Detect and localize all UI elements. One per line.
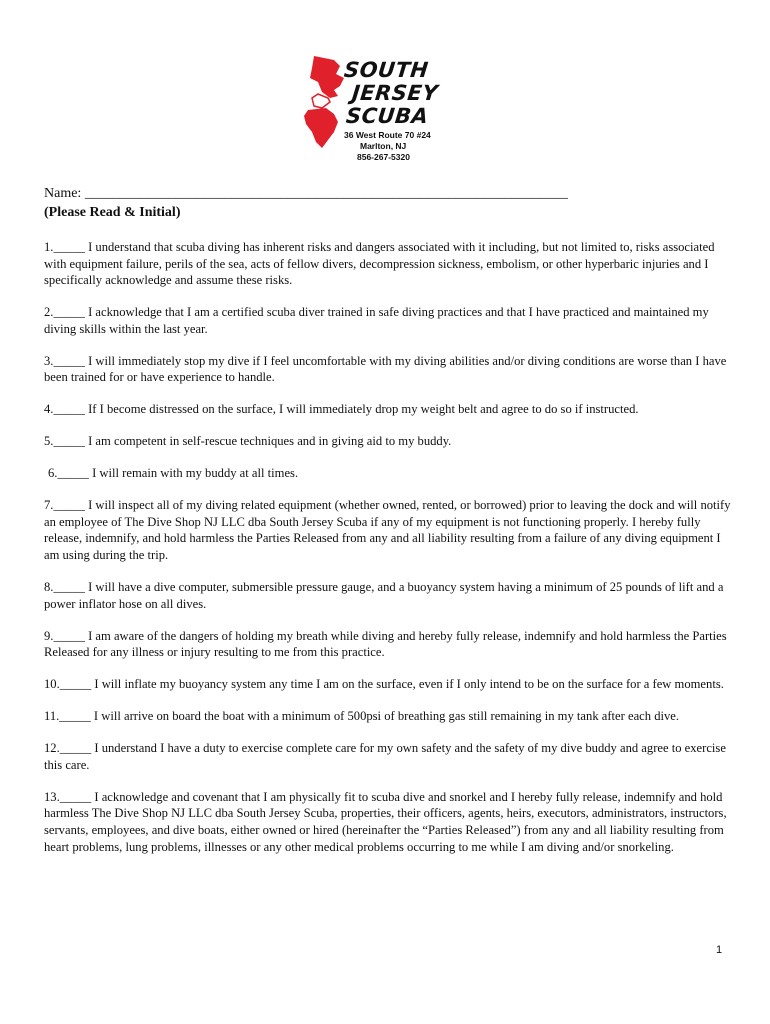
clause-10: 10._____ I will inflate my buoyancy system any time I am on the surface, even if I only intend to be on the surface for a few moments. — [44, 677, 724, 692]
clause-8: 8._____ I will have a dive computer, submersible pressure gauge, and a buoyancy system having a minimum of 25 pounds of lift and a power inflator hose on all dives. — [44, 580, 724, 611]
clause-7: 7._____ I will inspect all of my diving related equipment (whether owned, rented, or borrowed) prior to leaving the dock and will notify an employee of The Dive Shop NJ LLC dba South Jersey Scuba if any of my equipment is not functioning properly. I hereby fully release, indemnify, and hold harmless the Parties Released from any and all liability resulting from a failure of any diving equipment I am using during the trip. — [44, 498, 731, 563]
company-logo — [300, 52, 480, 168]
clause-5: 5._____ I am competent in self-rescue techniques and in giving aid to my buddy. — [44, 434, 452, 449]
clause-11: 11._____ I will arrive on board the boat with a minimum of 500psi of breathing gas still remaining in my tank after each dive. — [44, 709, 680, 724]
logo-word-scuba: SCUBA — [344, 104, 430, 128]
clause-4: 4._____ If I become distressed on the surface, I will immediately drop my weight belt and agree to do so if instructed. — [44, 402, 639, 417]
clause-1: 1._____ I understand that scuba diving has inherent risks and dangers associated with it including, but not limited to, risks associated with equipment failure, perils of the sea, acts of fellow divers, decompression sickness, embolism, or other hyperbaric injuries and I specifically acknowledge and assume these risks. — [44, 240, 715, 288]
clause-2: 2._____ I acknowledge that I am a certified scuba diver trained in safe diving practices and that I have practiced and maintained my diving skills within the last year. — [44, 305, 709, 336]
address-phone: 856-267-5320 — [357, 152, 410, 162]
logo-word-jersey: JERSEY — [350, 81, 440, 105]
clause-9: 9._____ I am aware of the dangers of holding my breath while diving and hereby fully release, indemnify and hold harmless the Parties Released for any illness or injury resulting to me from this practice. — [44, 628, 727, 660]
waiver-clauses — [44, 239, 734, 871]
name-field-line[interactable]: Name: _____________________________________________________________________ — [44, 186, 568, 201]
clause-3: 3._____ I will immediately stop my dive if I feel uncomfortable with my diving abilities and/or diving conditions are worse than I have been trained for or have experience to handle. — [44, 353, 727, 385]
clause-12: 12._____ I understand I have a duty to exercise complete care for my own safety and the safety of my dive buddy and agree to exercise this care. — [44, 741, 726, 772]
clause-13: 13._____ I acknowledge and covenant that I am physically fit to scuba dive and snorkel and I hereby fully release, indemnify and hold harmless The Dive Shop NJ LLC dba South Jersey Scuba, properties, their officers, agents, heirs, executors, administrators, instructors, servants, employees, and dive boats, either owned or hired (hereinafter the “Parties Released”) from any and all liability resulting from heart problems, lung problems, illnesses or any other medical problems occurring to me while I am diving and/or snorkeling. — [44, 789, 727, 854]
address-street: 36 West Route 70 #24 — [344, 130, 431, 140]
page-number: 1 — [716, 944, 723, 956]
instruction-heading: (Please Read & Initial) — [44, 205, 181, 220]
address-city: Marlton, NJ — [360, 141, 407, 151]
clause-6: 6._____ I will remain with my buddy at all times. — [48, 466, 299, 481]
logo-word-south: SOUTH — [342, 58, 430, 82]
